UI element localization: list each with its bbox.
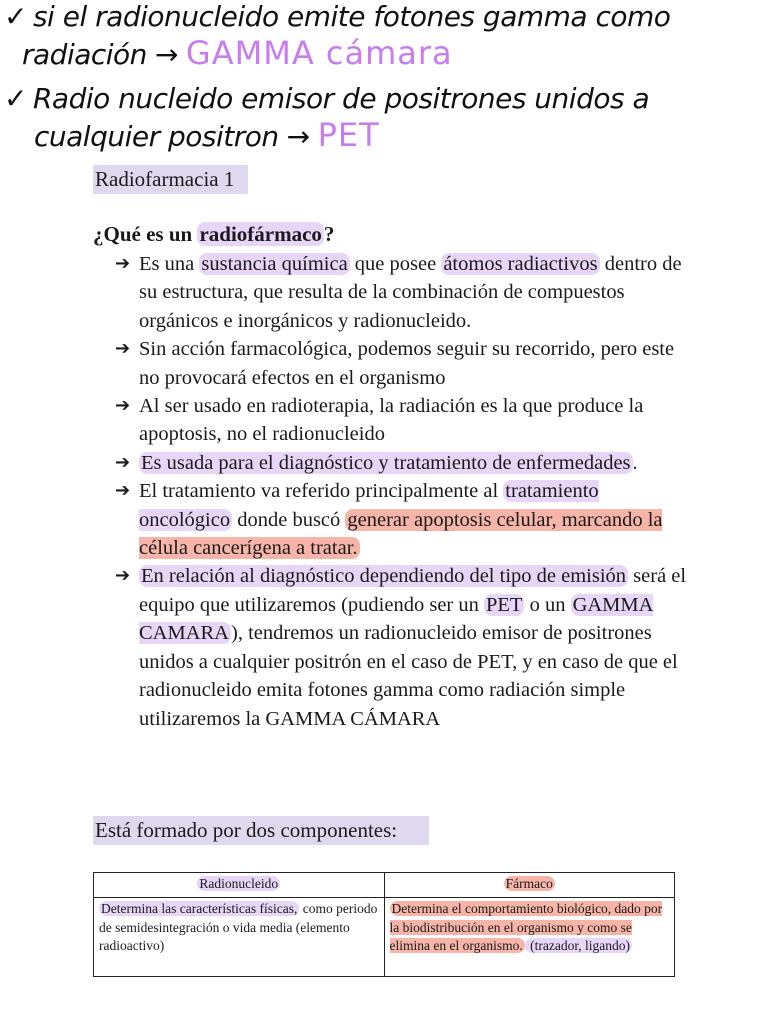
highlight-purple: Es usada para el diagnóstico y tratamiento de enfermedades — [141, 451, 631, 474]
highlight-red: generar apoptosis celular, marcando la célula cancerígena a tratar. — [139, 508, 663, 560]
bullet-text: Al ser usado en radioterapia, la radiación es la que produce la apoptosis, no el radionucleido — [139, 395, 644, 446]
arrow-bullet-icon: ➔ — [115, 565, 131, 587]
handwritten-result-gamma-camara: GAMMA cámara — [185, 34, 453, 72]
components-heading: Está formado por dos componentes: — [93, 816, 429, 845]
table-header-cell — [384, 873, 675, 898]
bullet-text: dentro de su estructura, que resulta de la combinación de compuestos orgánicos e inorgánicos y radionucleido. — [139, 253, 682, 332]
list-item — [115, 392, 695, 449]
bullet-text: Es una — [139, 253, 200, 275]
question-highlight: radiofármaco — [199, 222, 322, 246]
highlight-red: Determina el comportamiento biológico, dado por la biodistribución en el organismo y como se elimina en el organismo. — [389, 901, 663, 953]
list-item — [115, 449, 695, 477]
highlight-purple: sustancia química — [201, 253, 348, 275]
arrow-bullet-icon: ➔ — [115, 480, 131, 502]
table-header-row — [94, 873, 675, 898]
highlight-purple: GAMMA CAMARA — [139, 593, 654, 645]
highlight-purple: En relación al diagnóstico dependiendo del tipo de emisión — [141, 565, 627, 588]
handwritten-text: Radio nucleido emisor de positrones unidos a — [32, 82, 650, 115]
highlight-purple: tratamiento oncológico — [139, 480, 599, 531]
highlight-purple: PET — [486, 593, 523, 616]
list-item — [115, 250, 695, 335]
handwritten-note-1-line-b — [22, 34, 453, 72]
table-row — [94, 898, 675, 977]
highlight-purple: (trazador, ligando) — [526, 938, 631, 953]
handwritten-note-1-line-a — [4, 0, 670, 33]
header-farmaco: Fármaco — [505, 876, 553, 891]
handwritten-note-2-line-a — [4, 82, 649, 115]
arrow-bullet-icon: ➔ — [115, 253, 131, 274]
arrow-bullet-icon: ➔ — [115, 451, 131, 473]
highlight-purple: Determina las características físicas, — [101, 901, 298, 916]
bullet-text: o un — [524, 593, 571, 616]
table-cell — [94, 898, 385, 977]
check-mark-icon: ✓ — [4, 82, 27, 115]
bullet-text: Sin acción farmacológica, podemos seguir su recorrido, pero este no provocará efectos en el organismo — [139, 338, 675, 389]
arrow-right-icon: → — [286, 120, 310, 153]
handwritten-text: radiación — [22, 38, 147, 71]
bullet-text: . — [632, 451, 638, 474]
handwritten-result-pet: PET — [317, 116, 380, 154]
bullet-text: que posee — [349, 253, 442, 275]
question-heading — [93, 222, 334, 247]
page-title: Radiofarmacia 1 — [93, 165, 248, 194]
check-mark-icon: ✓ — [4, 0, 27, 33]
handwritten-text: si el radionucleido emite fotones gamma como — [32, 0, 671, 33]
bullet-text: donde buscó — [232, 508, 346, 531]
highlight-purple: átomos radiactivos — [443, 253, 598, 275]
arrow-bullet-icon: ➔ — [115, 338, 131, 360]
cell-text: como periodo de semidesintegración o vida media (elemento radioactivo) — [99, 901, 378, 953]
list-item — [115, 562, 695, 732]
bullet-text: será el equipo que utilizaremos (pudiendo ser un — [139, 565, 687, 616]
list-item — [115, 477, 695, 562]
bullet-text: ), tendremos un radionucleido emisor de positrones unidos a cualquier positrón en el caso de PET, y en caso de que el radionucleido emita fotones gamma como radiación simple utilizaremos la GAMMA CÁMARA — [139, 622, 678, 730]
arrow-right-icon: → — [154, 38, 178, 71]
header-radionucleido: Radionucleido — [199, 876, 279, 891]
list-item — [115, 335, 695, 392]
handwritten-note-2-line-b — [34, 116, 380, 154]
components-table — [93, 872, 675, 977]
arrow-bullet-icon: ➔ — [115, 395, 131, 417]
definition-list — [115, 250, 695, 733]
question-prefix: ¿Qué es un — [93, 222, 198, 246]
table-cell — [384, 898, 675, 977]
question-suffix: ? — [323, 222, 335, 246]
bullet-text: El tratamiento va referido principalmente al — [139, 480, 504, 503]
handwritten-text: cualquier positron — [34, 120, 279, 153]
table-header-cell — [94, 873, 385, 898]
